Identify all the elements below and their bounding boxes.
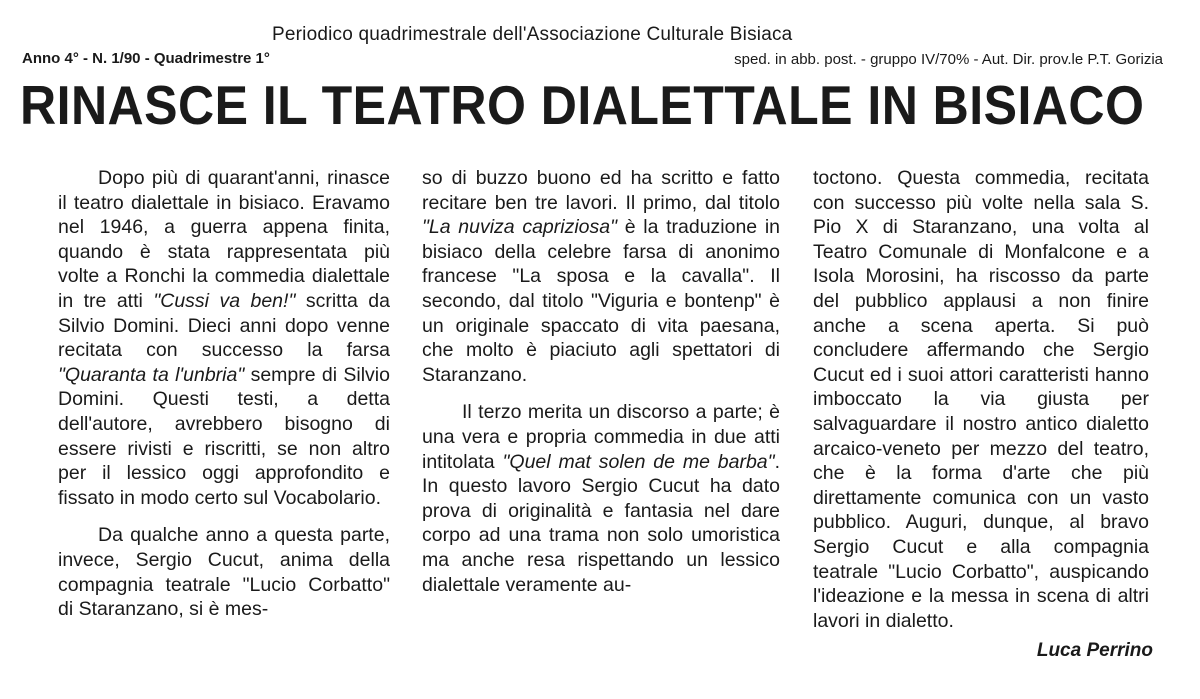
col1-paragraph-1: [58, 166, 390, 510]
col2-paragraph-2: [422, 400, 780, 597]
headline: RINASCE IL TEATRO DIALETTALE IN BISIACO: [20, 74, 1145, 136]
text-run: Dopo più di quarant'anni, rinasce il teatro dialettale in bisiaco. Eravamo nel 1946, a guerra appena finita, quando è stata rappresentata più volte a Ronchi la commedia dialettale in tre atti: [58, 167, 390, 312]
postal-line: sped. in abb. post. - gruppo IV/70% - Aut. Dir. prov.le P.T. Gorizia: [734, 51, 1163, 68]
issue-line: Anno 4° - N. 1/90 - Quadrimestre 1°: [22, 50, 270, 67]
column-1: [58, 166, 390, 622]
text-run: so di buzzo buono ed ha scritto e fatto recitare ben tre lavori. Il primo, dal titolo: [422, 167, 780, 214]
play-title-quel-mat-solen-de-me-barba: "Quel mat solen de me barba": [502, 450, 775, 473]
col1-paragraph-2: Da qualche anno a questa parte, invece, Sergio Cucut, anima della compagnia teatrale "Lucio Corbatto" di Staranzano, si è mes-: [58, 524, 390, 621]
col2-paragraph-1: [422, 166, 780, 387]
text-run: Il terzo merita un discorso a parte; è una vera e propria commedia in due atti intitolata: [422, 401, 780, 473]
play-title-cussi-va-ben: "Cussi va ben!": [153, 289, 296, 312]
col3-paragraph-1: toctono. Questa commedia, recitata con successo più volte nella sala S. Pio X di Staranzano, una volta al Teatro Comunale di Monfalcone e a Isola Morosini, ha riscosso da parte del pubblico applausi a non finire anche a scena aperta. Si può concludere affermando che Sergio Cucut ed i suoi attori caratteristi hanno imboccato la via giusta per salvaguardare il nostro antico dialetto arcaico-veneto per mezzo del teatro, che è la forma d'arte che più direttamente comunica con un vasto pubblico. Auguri, dunque, al bravo Sergio Cucut e alla compagnia teatrale "Lucio Corbatto", auspicando l'ideazione e la messa in scena di altri lavori in dialetto.: [813, 167, 1149, 632]
column-2: [422, 166, 780, 597]
periodical-line: Periodico quadrimestrale dell'Associazione Culturale Bisiaca: [272, 24, 793, 45]
play-title-la-nuviza-capriziosa: "La nuviza capriziosa": [422, 216, 618, 239]
text-run: sempre di Silvio Domini. Questi testi, a detta dell'autore, avrebbero bisogno di essere rivisti e riscritti, se non altro per il lessico oggi approfondito e fissato in modo certo sul Vocabolario.: [58, 363, 390, 509]
text-run: è la traduzione in bisiaco della celebre farsa di anonimo francese "La sposa e la cavalla". Il secondo, dal titolo "Viguria e bontenp" è un originale spaccato di vita paesana, che molto è piaciuto agli spettatori di Staranzano.: [422, 216, 781, 386]
author-signature: Luca Perrino: [1036, 640, 1153, 661]
text-run: scritta da Silvio Domini. Dieci anni dopo venne recitata con successo la farsa: [58, 289, 390, 362]
text-run: . In questo lavoro Sergio Cucut ha dato prova di originalità e fantasia nel dare corpo ad una trama non solo umoristica ma anche resa rispettando un lessico dialettale veramente au-: [422, 450, 780, 596]
column-3: [813, 166, 1149, 633]
play-title-quaranta-ta-lunbria: "Quaranta ta l'unbria": [58, 363, 245, 386]
